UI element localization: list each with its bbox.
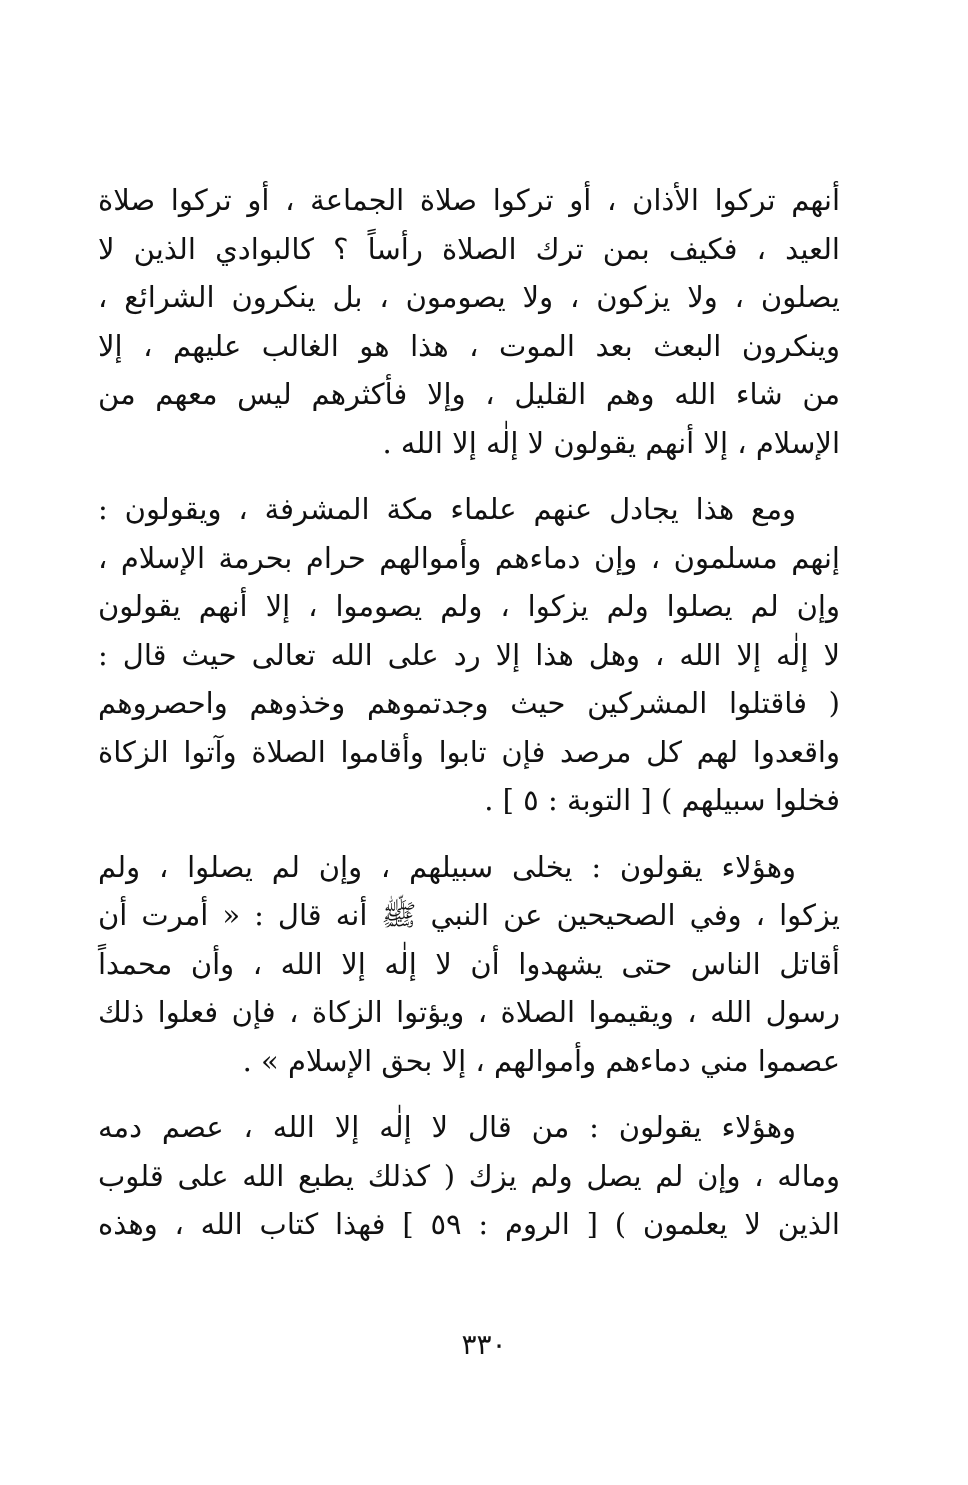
text-line: وماله ، وإن لم يصل ولم يزك ( كذلك يطبع الله على قلوب (98, 1158, 840, 1193)
text-line: أقاتل الناس حتى يشهدوا أن لا إلٰه إلا الله ، وأن محمداً (98, 946, 840, 981)
text-line: عصموا مني دماءهم وأموالهم ، إلا بحق الإسلام » . (242, 1043, 840, 1078)
text-line: يصلون ، ولا يزكون ، ولا يصومون ، بل ينكرون الشرائع ، (98, 280, 840, 314)
paragraph-3 (98, 843, 840, 1086)
text-line: واقعدوا لهم كل مرصد فإن تابوا وأقاموا الصلاة وآتوا الزكاة (98, 734, 840, 769)
text-line: وإن لم يصلوا ولم يزكوا ، ولم يصوموا ، إلا أنهم يقولون (98, 589, 840, 623)
paragraph-4 (98, 1103, 840, 1249)
text-line: يزكوا ، وفي الصحيحين عن النبي ﷺ أنه قال : « أمرت أن (98, 898, 840, 932)
text-line: ومع هذا يجادل عنهم علماء مكة المشرفة ، ويقولون : (98, 492, 796, 526)
text-line: الذين لا يعلمون ) [ الروم : ٥٩ ] فهذا كتاب الله ، وهذه (98, 1207, 840, 1241)
body-text (98, 176, 840, 1267)
text-line: أنهم تركوا الأذان ، أو تركوا صلاة الجماعة ، أو تركوا صلاة (98, 183, 840, 217)
text-line: ( فاقتلوا المشركين حيث وجدتموهم وخذوهم واحصروهم (98, 686, 840, 720)
paragraph-2 (98, 485, 840, 825)
text-line: لا إلٰه إلا الله ، وهل هذا إلا رد على الله تعالى حيث قال : (98, 637, 840, 672)
page-number: ٣٣٠ (461, 1328, 507, 1361)
text-line: وينكرون البعث بعد الموت ، هذا هو الغالب عليهم ، إلا (98, 328, 840, 363)
text-line: العيد ، فكيف بمن ترك الصلاة رأساً ؟ كالبوادي الذين لا (98, 231, 840, 266)
text-line: رسول الله ، ويقيموا الصلاة ، ويؤتوا الزكاة ، فإن فعلوا ذلك (98, 995, 840, 1029)
paragraph-1 (98, 176, 840, 467)
text-line: فخلوا سبيلهم ) [ التوبة : ٥ ] . (484, 783, 840, 817)
text-line: وهؤلاء يقولون : يخلى سبيلهم ، وإن لم يصلوا ، ولم (98, 849, 796, 884)
text-line: وهؤلاء يقولون : من قال لا إلٰه إلا الله ، عصم دمه (98, 1110, 796, 1144)
text-line: من شاء الله وهم القليل ، وإلا فأكثرهم ليس معهم من (98, 377, 840, 411)
text-line: إنهم مسلمون ، وإن دماءهم وأموالهم حرام بحرمة الإسلام ، (98, 540, 840, 575)
text-line: الإسلام ، إلا أنهم يقولون لا إلٰه إلا الله . (382, 425, 840, 460)
